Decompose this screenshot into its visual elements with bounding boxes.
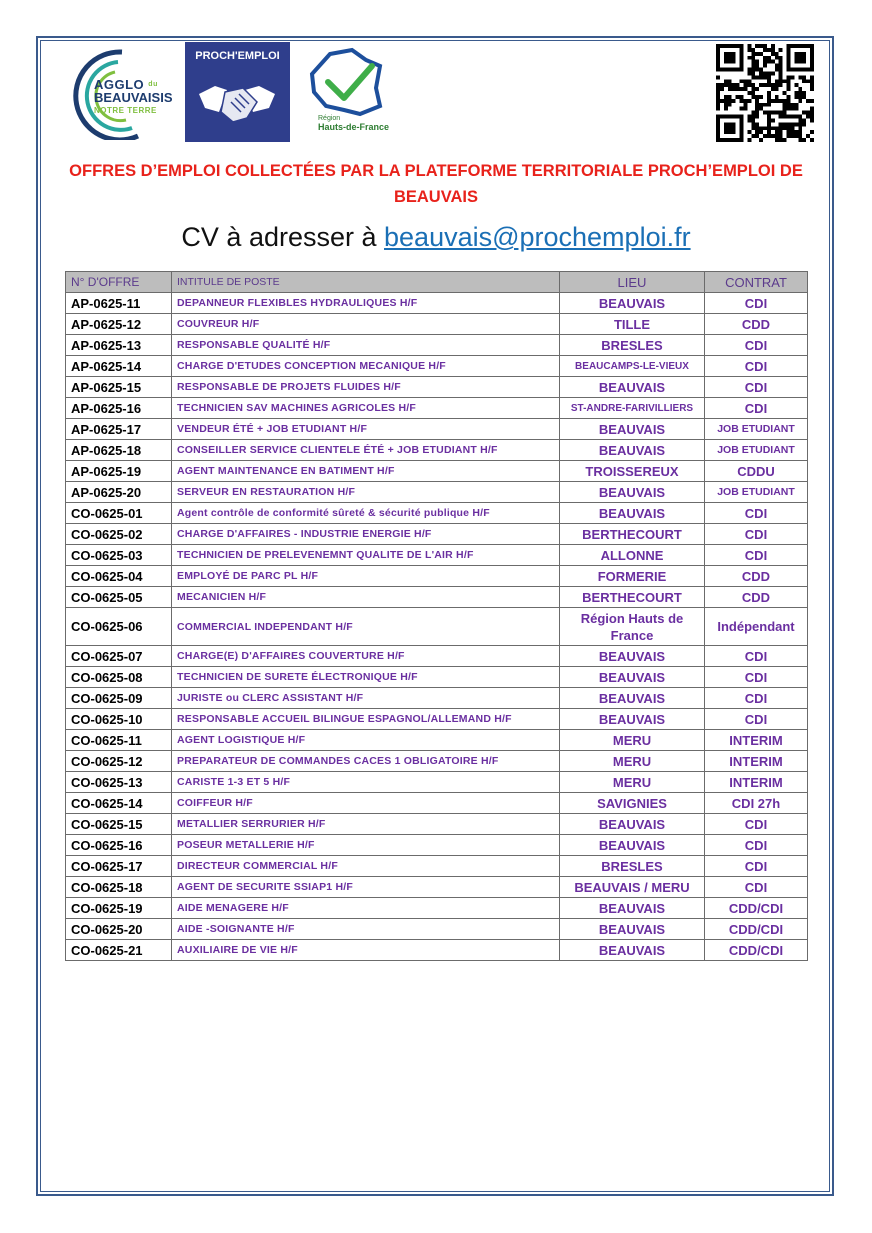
- job-title-cell: DIRECTEUR COMMERCIAL H/F: [172, 856, 560, 877]
- table-row: [66, 751, 808, 772]
- job-title-cell: SERVEUR EN RESTAURATION H/F: [172, 482, 560, 503]
- offer-number-cell: CO-0625-09: [66, 688, 172, 709]
- offer-number-cell: CO-0625-02: [66, 524, 172, 545]
- location-cell: BEAUVAIS: [560, 898, 705, 919]
- job-title-cell: AGENT DE SECURITE SSIAP1 H/F: [172, 877, 560, 898]
- job-title-cell: CONSEILLER SERVICE CLIENTELE ÉTÉ + JOB ETUDIANT H/F: [172, 440, 560, 461]
- offer-number-cell: CO-0625-21: [66, 940, 172, 961]
- location-cell: FORMERIE: [560, 566, 705, 587]
- contract-cell: CDI: [705, 856, 808, 877]
- job-title-cell: TECHNICIEN SAV MACHINES AGRICOLES H/F: [172, 398, 560, 419]
- offer-number-cell: AP-0625-20: [66, 482, 172, 503]
- offer-number-cell: CO-0625-07: [66, 646, 172, 667]
- contract-cell: CDI: [705, 688, 808, 709]
- agglo-wordmark: AGGLO $^{du}$ BEAUVAISIS NOTRE TERRE: [94, 77, 173, 115]
- offer-number-cell: CO-0625-18: [66, 877, 172, 898]
- offer-number-cell: CO-0625-12: [66, 751, 172, 772]
- table-row: [66, 709, 808, 730]
- location-cell: TILLE: [560, 314, 705, 335]
- contract-cell: INTERIM: [705, 730, 808, 751]
- table-row: [66, 667, 808, 688]
- contract-cell: CDI: [705, 814, 808, 835]
- location-cell: BEAUVAIS: [560, 667, 705, 688]
- table-row: [66, 898, 808, 919]
- table-row: [66, 356, 808, 377]
- offer-number-cell: AP-0625-18: [66, 440, 172, 461]
- offer-number-cell: CO-0625-01: [66, 503, 172, 524]
- location-cell: BEAUVAIS: [560, 709, 705, 730]
- job-title-cell: RESPONSABLE ACCUEIL BILINGUE ESPAGNOL/ALLEMAND H/F: [172, 709, 560, 730]
- offer-number-cell: AP-0625-16: [66, 398, 172, 419]
- location-cell: BERTHECOURT: [560, 587, 705, 608]
- table-row: [66, 545, 808, 566]
- offer-number-cell: CO-0625-11: [66, 730, 172, 751]
- location-cell: BEAUVAIS: [560, 377, 705, 398]
- location-cell: BEAUVAIS: [560, 419, 705, 440]
- location-cell: ALLONNE: [560, 545, 705, 566]
- offer-number-cell: CO-0625-08: [66, 667, 172, 688]
- job-title-cell: Agent contrôle de conformité sûreté & sécurité publique H/F: [172, 503, 560, 524]
- contract-cell: CDI: [705, 709, 808, 730]
- contract-cell: CDD/CDI: [705, 898, 808, 919]
- contact-email-link[interactable]: beauvais@prochemploi.fr: [384, 222, 691, 252]
- table-row: [66, 461, 808, 482]
- offer-number-cell: AP-0625-11: [66, 293, 172, 314]
- location-cell: BEAUVAIS: [560, 814, 705, 835]
- job-title-cell: RESPONSABLE QUALITÉ H/F: [172, 335, 560, 356]
- contract-cell: Indépendant: [705, 608, 808, 646]
- header-offer-number: N° D'OFFRE: [66, 272, 172, 293]
- offer-number-cell: CO-0625-05: [66, 587, 172, 608]
- contract-cell: CDD: [705, 566, 808, 587]
- contract-cell: CDI: [705, 356, 808, 377]
- location-cell: MERU: [560, 751, 705, 772]
- table-row: [66, 293, 808, 314]
- table-row: [66, 877, 808, 898]
- contract-cell: CDD/CDI: [705, 919, 808, 940]
- contract-cell: CDI: [705, 646, 808, 667]
- location-cell: BEAUCAMPS-LE-VIEUX: [560, 356, 705, 377]
- contract-cell: CDD: [705, 314, 808, 335]
- table-row: [66, 608, 808, 646]
- contract-cell: JOB ETUDIANT: [705, 482, 808, 503]
- location-cell: BEAUVAIS: [560, 293, 705, 314]
- job-title-cell: METALLIER SERRURIER H/F: [172, 814, 560, 835]
- contract-cell: CDI: [705, 293, 808, 314]
- offer-number-cell: CO-0625-14: [66, 793, 172, 814]
- job-title-cell: PREPARATEUR DE COMMANDES CACES 1 OBLIGATOIRE H/F: [172, 751, 560, 772]
- contract-cell: CDD/CDI: [705, 940, 808, 961]
- location-cell: BEAUVAIS: [560, 503, 705, 524]
- header-contract: CONTRAT: [705, 272, 808, 293]
- offer-number-cell: AP-0625-15: [66, 377, 172, 398]
- table-row: [66, 377, 808, 398]
- job-title-cell: CHARGE D'ETUDES CONCEPTION MECANIQUE H/F: [172, 356, 560, 377]
- contract-cell: CDI: [705, 377, 808, 398]
- table-row: [66, 856, 808, 877]
- location-cell: BEAUVAIS: [560, 440, 705, 461]
- offer-number-cell: AP-0625-12: [66, 314, 172, 335]
- table-row: [66, 919, 808, 940]
- job-title-cell: JURISTE ou CLERC ASSISTANT H/F: [172, 688, 560, 709]
- location-cell: SAVIGNIES: [560, 793, 705, 814]
- table-row: [66, 835, 808, 856]
- table-row: [66, 398, 808, 419]
- contract-cell: CDI 27h: [705, 793, 808, 814]
- contract-cell: JOB ETUDIANT: [705, 419, 808, 440]
- job-title-cell: CARISTE 1-3 ET 5 H/F: [172, 772, 560, 793]
- offer-number-cell: CO-0625-17: [66, 856, 172, 877]
- location-cell: BERTHECOURT: [560, 524, 705, 545]
- location-cell: MERU: [560, 772, 705, 793]
- header-location: LIEU: [560, 272, 705, 293]
- table-row: [66, 793, 808, 814]
- job-title-cell: COUVREUR H/F: [172, 314, 560, 335]
- table-row: [66, 524, 808, 545]
- job-offers-table: [65, 271, 808, 961]
- offer-number-cell: CO-0625-10: [66, 709, 172, 730]
- job-title-cell: CHARGE D'AFFAIRES - INDUSTRIE ENERGIE H/F: [172, 524, 560, 545]
- location-cell: Région Hauts de France: [560, 608, 705, 646]
- job-title-cell: MECANICIEN H/F: [172, 587, 560, 608]
- offer-number-cell: CO-0625-04: [66, 566, 172, 587]
- contract-cell: CDI: [705, 524, 808, 545]
- table-row: [66, 566, 808, 587]
- contract-cell: CDI: [705, 667, 808, 688]
- contract-cell: INTERIM: [705, 751, 808, 772]
- offer-number-cell: AP-0625-14: [66, 356, 172, 377]
- table-row: [66, 772, 808, 793]
- job-title-cell: EMPLOYÉ DE PARC PL H/F: [172, 566, 560, 587]
- contract-cell: CDD: [705, 587, 808, 608]
- contract-cell: CDI: [705, 335, 808, 356]
- contract-cell: CDI: [705, 398, 808, 419]
- table-row: [66, 419, 808, 440]
- contract-cell: INTERIM: [705, 772, 808, 793]
- location-cell: BEAUVAIS: [560, 688, 705, 709]
- table-row: [66, 335, 808, 356]
- qr-code[interactable]: [716, 44, 814, 142]
- job-title-cell: DEPANNEUR FLEXIBLES HYDRAULIQUES H/F: [172, 293, 560, 314]
- offer-number-cell: CO-0625-20: [66, 919, 172, 940]
- cv-instruction: CV à adresser à beauvais@prochemploi.fr: [181, 222, 691, 252]
- table-row: [66, 940, 808, 961]
- prochemploi-logo: PROCH'EMPLOI: [185, 42, 290, 142]
- table-row: [66, 314, 808, 335]
- job-title-cell: AIDE MENAGERE H/F: [172, 898, 560, 919]
- location-cell: BEAUVAIS: [560, 835, 705, 856]
- table-row: [66, 440, 808, 461]
- offer-number-cell: CO-0625-06: [66, 608, 172, 646]
- location-cell: ST-ANDRE-FARIVILLIERS: [560, 398, 705, 419]
- contract-cell: CDI: [705, 835, 808, 856]
- contract-cell: CDDU: [705, 461, 808, 482]
- table-row: [66, 587, 808, 608]
- contract-cell: CDI: [705, 503, 808, 524]
- offer-number-cell: CO-0625-13: [66, 772, 172, 793]
- region-wordmark: Région Hauts-de-France: [318, 115, 390, 132]
- job-title-cell: AGENT MAINTENANCE EN BATIMENT H/F: [172, 461, 560, 482]
- offer-number-cell: AP-0625-17: [66, 419, 172, 440]
- handshake-icon: [197, 72, 277, 132]
- location-cell: BEAUVAIS: [560, 919, 705, 940]
- offer-number-cell: CO-0625-15: [66, 814, 172, 835]
- offer-number-cell: CO-0625-19: [66, 898, 172, 919]
- offer-number-cell: AP-0625-13: [66, 335, 172, 356]
- table-header-row: [66, 272, 808, 293]
- location-cell: BRESLES: [560, 856, 705, 877]
- page-headline: OFFRES D’EMPLOI COLLECTÉES PAR LA PLATEFORME TERRITORIALE PROCH’EMPLOI DE BEAUVAIS: [69, 162, 803, 206]
- table-row: [66, 688, 808, 709]
- job-title-cell: POSEUR METALLERIE H/F: [172, 835, 560, 856]
- offer-number-cell: CO-0625-03: [66, 545, 172, 566]
- contract-cell: JOB ETUDIANT: [705, 440, 808, 461]
- header-job-title: INTITULE DE POSTE: [172, 272, 560, 293]
- job-title-cell: AIDE -SOIGNANTE H/F: [172, 919, 560, 940]
- job-title-cell: AUXILIAIRE DE VIE H/F: [172, 940, 560, 961]
- location-cell: BEAUVAIS: [560, 646, 705, 667]
- location-cell: BEAUVAIS: [560, 940, 705, 961]
- table-row: [66, 646, 808, 667]
- job-title-cell: AGENT LOGISTIQUE H/F: [172, 730, 560, 751]
- job-title-cell: RESPONSABLE DE PROJETS FLUIDES H/F: [172, 377, 560, 398]
- offer-number-cell: CO-0625-16: [66, 835, 172, 856]
- job-title-cell: TECHNICIEN DE SURETE ÉLECTRONIQUE H/F: [172, 667, 560, 688]
- job-title-cell: COMMERCIAL INDEPENDANT H/F: [172, 608, 560, 646]
- offer-number-cell: AP-0625-19: [66, 461, 172, 482]
- table-row: [66, 482, 808, 503]
- table-row: [66, 730, 808, 751]
- contract-cell: CDI: [705, 877, 808, 898]
- contract-cell: CDI: [705, 545, 808, 566]
- job-title-cell: TECHNICIEN DE PRELEVENEMNT QUALITE DE L'AIR H/F: [172, 545, 560, 566]
- job-title-cell: COIFFEUR H/F: [172, 793, 560, 814]
- location-cell: TROISSEREUX: [560, 461, 705, 482]
- table-row: [66, 503, 808, 524]
- location-cell: MERU: [560, 730, 705, 751]
- job-title-cell: VENDEUR ÉTÉ + JOB ETUDIANT H/F: [172, 419, 560, 440]
- job-title-cell: CHARGE(E) D'AFFAIRES COUVERTURE H/F: [172, 646, 560, 667]
- location-cell: BEAUVAIS / MERU: [560, 877, 705, 898]
- location-cell: BRESLES: [560, 335, 705, 356]
- table-row: [66, 814, 808, 835]
- location-cell: BEAUVAIS: [560, 482, 705, 503]
